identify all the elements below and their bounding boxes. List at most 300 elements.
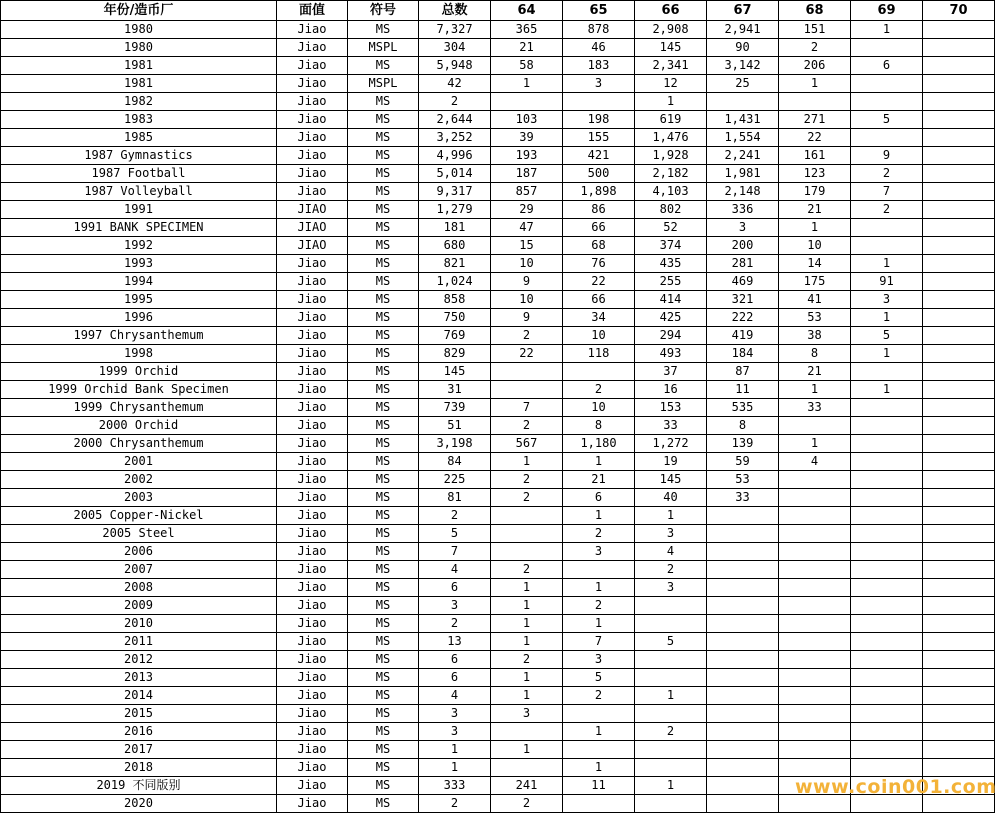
table-row — [1, 471, 995, 489]
table-cell — [923, 633, 995, 651]
table-cell: 1 — [491, 453, 563, 471]
table-cell: 179 — [779, 183, 851, 201]
table-cell: 33 — [635, 417, 707, 435]
table-cell — [779, 471, 851, 489]
table-cell: 1999 Orchid — [1, 363, 277, 381]
table-cell: 10 — [491, 255, 563, 273]
table-cell — [851, 543, 923, 561]
table-cell: 2005 Copper-Nickel — [1, 507, 277, 525]
table-cell: 2019 不同版别 — [1, 777, 277, 795]
table-cell — [923, 273, 995, 291]
column-header: 70 — [923, 1, 995, 21]
table-cell: 58 — [491, 57, 563, 75]
table-cell: 2,908 — [635, 21, 707, 39]
table-cell: 31 — [419, 381, 491, 399]
table-cell: 5 — [851, 327, 923, 345]
table-cell — [851, 741, 923, 759]
table-cell: 271 — [779, 111, 851, 129]
table-row — [1, 147, 995, 165]
table-cell: 16 — [635, 381, 707, 399]
table-cell: MS — [348, 165, 419, 183]
table-cell: 25 — [707, 75, 779, 93]
table-row — [1, 705, 995, 723]
table-cell: 161 — [779, 147, 851, 165]
table-cell: 123 — [779, 165, 851, 183]
table-cell: 2007 — [1, 561, 277, 579]
table-cell: 241 — [491, 777, 563, 795]
table-cell: 435 — [635, 255, 707, 273]
table-cell: 1980 — [1, 21, 277, 39]
table-cell — [707, 723, 779, 741]
table-cell: 414 — [635, 291, 707, 309]
column-header: 面值 — [277, 1, 348, 21]
table-cell — [635, 597, 707, 615]
table-cell — [851, 129, 923, 147]
table-cell: Jiao — [277, 255, 348, 273]
table-cell — [923, 381, 995, 399]
table-cell: 33 — [707, 489, 779, 507]
table-cell: 1980 — [1, 39, 277, 57]
table-cell: 1,272 — [635, 435, 707, 453]
table-cell: 37 — [635, 363, 707, 381]
table-cell — [923, 471, 995, 489]
table-row — [1, 75, 995, 93]
table-cell — [923, 399, 995, 417]
table-cell: 2020 — [1, 795, 277, 813]
table-cell: 1999 Chrysanthemum — [1, 399, 277, 417]
table-cell: 2001 — [1, 453, 277, 471]
table-cell: 1993 — [1, 255, 277, 273]
table-cell — [635, 669, 707, 687]
table-cell: MS — [348, 309, 419, 327]
table-cell: 53 — [779, 309, 851, 327]
table-cell: 1999 Orchid Bank Specimen — [1, 381, 277, 399]
table-cell: Jiao — [277, 651, 348, 669]
table-cell: 535 — [707, 399, 779, 417]
table-body — [1, 21, 995, 813]
table-cell — [779, 489, 851, 507]
table-cell: Jiao — [277, 489, 348, 507]
table-cell — [707, 597, 779, 615]
table-cell: 1,431 — [707, 111, 779, 129]
table-cell: 4 — [419, 561, 491, 579]
table-cell: 1981 — [1, 57, 277, 75]
table-cell: Jiao — [277, 777, 348, 795]
table-cell — [707, 633, 779, 651]
table-cell: 84 — [419, 453, 491, 471]
table-cell — [563, 363, 635, 381]
table-cell: 4 — [419, 687, 491, 705]
table-row — [1, 669, 995, 687]
table-cell — [707, 507, 779, 525]
table-cell: 1997 Chrysanthemum — [1, 327, 277, 345]
table-cell: 1 — [635, 507, 707, 525]
table-cell: 103 — [491, 111, 563, 129]
table-cell: 155 — [563, 129, 635, 147]
table-cell: MS — [348, 507, 419, 525]
table-cell — [707, 93, 779, 111]
table-cell: MS — [348, 633, 419, 651]
table-cell: 184 — [707, 345, 779, 363]
table-cell: 2,148 — [707, 183, 779, 201]
table-row — [1, 57, 995, 75]
table-cell: 81 — [419, 489, 491, 507]
table-cell: 1991 — [1, 201, 277, 219]
table-cell: 3,198 — [419, 435, 491, 453]
table-cell: 5 — [563, 669, 635, 687]
table-cell: 1 — [491, 615, 563, 633]
table-cell: 22 — [779, 129, 851, 147]
table-row — [1, 255, 995, 273]
table-cell: 2 — [491, 489, 563, 507]
table-cell — [923, 561, 995, 579]
table-cell: Jiao — [277, 615, 348, 633]
header-row — [1, 1, 995, 21]
table-cell: 6 — [563, 489, 635, 507]
table-cell — [635, 759, 707, 777]
table-cell: 2 — [779, 39, 851, 57]
table-cell — [923, 687, 995, 705]
table-cell: 87 — [707, 363, 779, 381]
table-cell: 2011 — [1, 633, 277, 651]
table-cell: 7,327 — [419, 21, 491, 39]
table-cell — [851, 399, 923, 417]
table-cell: 183 — [563, 57, 635, 75]
table-cell: 3 — [851, 291, 923, 309]
table-cell: 90 — [707, 39, 779, 57]
table-row — [1, 435, 995, 453]
table-cell — [923, 435, 995, 453]
table-cell: 1982 — [1, 93, 277, 111]
table-cell — [779, 507, 851, 525]
table-row — [1, 561, 995, 579]
table-cell: 1,981 — [707, 165, 779, 183]
table-cell: 1,279 — [419, 201, 491, 219]
table-cell — [923, 93, 995, 111]
table-cell — [779, 615, 851, 633]
table-cell: Jiao — [277, 273, 348, 291]
table-cell: 2,644 — [419, 111, 491, 129]
table-cell: 91 — [851, 273, 923, 291]
table-cell: MS — [348, 525, 419, 543]
table-cell — [923, 363, 995, 381]
table-cell: 2014 — [1, 687, 277, 705]
table-cell: 1 — [563, 723, 635, 741]
table-cell: 1 — [779, 381, 851, 399]
table-cell: 1998 — [1, 345, 277, 363]
table-cell: Jiao — [277, 417, 348, 435]
table-cell: 3 — [419, 723, 491, 741]
table-cell — [707, 669, 779, 687]
table-cell — [923, 597, 995, 615]
table-cell: 8 — [779, 345, 851, 363]
table-cell: 5,948 — [419, 57, 491, 75]
table-cell: 2,341 — [635, 57, 707, 75]
table-cell — [851, 219, 923, 237]
table-cell — [923, 525, 995, 543]
table-cell: 86 — [563, 201, 635, 219]
table-cell: 2018 — [1, 759, 277, 777]
table-cell: 829 — [419, 345, 491, 363]
table-cell: MS — [348, 363, 419, 381]
table-cell: 6 — [851, 57, 923, 75]
table-cell: 10 — [491, 291, 563, 309]
table-cell — [923, 111, 995, 129]
table-cell: 2002 — [1, 471, 277, 489]
table-cell — [851, 93, 923, 111]
table-cell: Jiao — [277, 75, 348, 93]
table-cell: Jiao — [277, 633, 348, 651]
table-cell — [707, 525, 779, 543]
table-cell — [707, 543, 779, 561]
table-cell — [851, 489, 923, 507]
table-cell: 2,241 — [707, 147, 779, 165]
table-cell: 3 — [707, 219, 779, 237]
table-cell — [779, 741, 851, 759]
table-cell: MS — [348, 273, 419, 291]
table-cell — [851, 615, 923, 633]
table-cell — [707, 615, 779, 633]
table-cell: 1983 — [1, 111, 277, 129]
table-cell: 15 — [491, 237, 563, 255]
table-cell: JIAO — [277, 201, 348, 219]
table-cell: Jiao — [277, 471, 348, 489]
table-cell: 374 — [635, 237, 707, 255]
table-cell: 878 — [563, 21, 635, 39]
table-cell: 2 — [563, 525, 635, 543]
table-cell — [851, 579, 923, 597]
table-cell — [851, 687, 923, 705]
table-row — [1, 381, 995, 399]
table-cell: 42 — [419, 75, 491, 93]
table-cell: MS — [348, 237, 419, 255]
table-cell: 1 — [491, 669, 563, 687]
table-cell: 493 — [635, 345, 707, 363]
table-cell: MS — [348, 489, 419, 507]
table-cell: MS — [348, 669, 419, 687]
table-cell: 9 — [851, 147, 923, 165]
table-cell — [923, 183, 995, 201]
table-cell: 175 — [779, 273, 851, 291]
table-cell — [635, 741, 707, 759]
table-cell: 2008 — [1, 579, 277, 597]
table-cell: 21 — [491, 39, 563, 57]
column-header: 65 — [563, 1, 635, 21]
table-cell: 2006 — [1, 543, 277, 561]
table-cell — [707, 759, 779, 777]
table-cell: 34 — [563, 309, 635, 327]
table-cell — [923, 759, 995, 777]
table-cell: 255 — [635, 273, 707, 291]
table-cell: Jiao — [277, 345, 348, 363]
table-cell: 2013 — [1, 669, 277, 687]
table-cell: 336 — [707, 201, 779, 219]
column-header: 69 — [851, 1, 923, 21]
table-cell: 1 — [851, 345, 923, 363]
table-cell — [851, 669, 923, 687]
table-cell: MS — [348, 255, 419, 273]
table-cell: 739 — [419, 399, 491, 417]
table-cell — [923, 453, 995, 471]
table-cell: 206 — [779, 57, 851, 75]
table-cell: 38 — [779, 327, 851, 345]
table-cell: 8 — [563, 417, 635, 435]
table-cell: 3 — [419, 597, 491, 615]
table-row — [1, 651, 995, 669]
column-header: 总数 — [419, 1, 491, 21]
table-cell: 1 — [491, 741, 563, 759]
table-cell — [491, 93, 563, 111]
table-cell: 10 — [563, 327, 635, 345]
table-row — [1, 273, 995, 291]
table-cell: 1 — [491, 687, 563, 705]
table-cell: 2 — [635, 723, 707, 741]
table-cell: 1992 — [1, 237, 277, 255]
table-cell: MS — [348, 147, 419, 165]
table-row — [1, 363, 995, 381]
table-row — [1, 111, 995, 129]
table-cell — [923, 309, 995, 327]
table-cell — [779, 597, 851, 615]
table-cell: MS — [348, 21, 419, 39]
table-cell: 469 — [707, 273, 779, 291]
table-cell: 3 — [491, 705, 563, 723]
table-cell: 9 — [491, 309, 563, 327]
table-cell — [635, 615, 707, 633]
table-cell: 2 — [491, 795, 563, 813]
table-cell — [707, 777, 779, 795]
table-cell: 118 — [563, 345, 635, 363]
table-cell: 750 — [419, 309, 491, 327]
table-cell: MS — [348, 93, 419, 111]
table-cell: 200 — [707, 237, 779, 255]
table-cell — [707, 687, 779, 705]
table-row — [1, 579, 995, 597]
table-cell: 2000 Orchid — [1, 417, 277, 435]
table-cell: 2009 — [1, 597, 277, 615]
table-cell: 2 — [419, 93, 491, 111]
table-cell: MS — [348, 471, 419, 489]
table-cell: Jiao — [277, 129, 348, 147]
table-cell: MS — [348, 453, 419, 471]
column-header: 67 — [707, 1, 779, 21]
table-cell: 2016 — [1, 723, 277, 741]
table-cell: 3 — [635, 525, 707, 543]
table-cell: JIAO — [277, 237, 348, 255]
table-cell — [923, 507, 995, 525]
table-cell: 1 — [779, 219, 851, 237]
table-cell: 1991 BANK SPECIMEN — [1, 219, 277, 237]
table-cell: 821 — [419, 255, 491, 273]
table-cell: 1 — [851, 309, 923, 327]
table-cell: Jiao — [277, 687, 348, 705]
table-cell: 2 — [491, 561, 563, 579]
table-cell: 2 — [419, 507, 491, 525]
table-cell — [779, 543, 851, 561]
table-cell — [707, 795, 779, 813]
table-cell: 1987 Volleyball — [1, 183, 277, 201]
table-cell: MS — [348, 795, 419, 813]
table-cell: 11 — [563, 777, 635, 795]
table-cell: Jiao — [277, 381, 348, 399]
table-cell: 1985 — [1, 129, 277, 147]
table-cell: 7 — [851, 183, 923, 201]
table-cell: 2 — [491, 417, 563, 435]
table-cell — [923, 201, 995, 219]
table-row — [1, 543, 995, 561]
table-cell: 198 — [563, 111, 635, 129]
table-cell: MS — [348, 723, 419, 741]
table-cell: Jiao — [277, 435, 348, 453]
table-cell: 425 — [635, 309, 707, 327]
table-cell: 46 — [563, 39, 635, 57]
table-cell — [779, 93, 851, 111]
table-cell: MS — [348, 417, 419, 435]
table-cell — [707, 561, 779, 579]
table-cell: 1994 — [1, 273, 277, 291]
table-cell: 2 — [563, 597, 635, 615]
table-cell: 304 — [419, 39, 491, 57]
table-cell: 68 — [563, 237, 635, 255]
table-cell: 2000 Chrysanthemum — [1, 435, 277, 453]
table-cell: MS — [348, 615, 419, 633]
table-cell: 1987 Football — [1, 165, 277, 183]
table-row — [1, 723, 995, 741]
table-row — [1, 21, 995, 39]
table-cell — [923, 39, 995, 57]
table-cell: 13 — [419, 633, 491, 651]
table-cell: 145 — [635, 471, 707, 489]
table-cell: 41 — [779, 291, 851, 309]
table-cell — [779, 525, 851, 543]
table-cell — [923, 651, 995, 669]
table-cell — [923, 255, 995, 273]
table-cell — [779, 561, 851, 579]
table-row — [1, 219, 995, 237]
table-cell: MS — [348, 687, 419, 705]
table-cell: MS — [348, 579, 419, 597]
table-cell: 33 — [779, 399, 851, 417]
table-cell: 680 — [419, 237, 491, 255]
table-cell: MSPL — [348, 39, 419, 57]
table-cell: 47 — [491, 219, 563, 237]
table-cell — [851, 417, 923, 435]
table-cell — [851, 633, 923, 651]
table-cell — [851, 237, 923, 255]
table-cell: 151 — [779, 21, 851, 39]
table-cell: 22 — [491, 345, 563, 363]
table-cell: 4,996 — [419, 147, 491, 165]
table-cell: Jiao — [277, 93, 348, 111]
table-cell: 3 — [635, 579, 707, 597]
table-cell: 22 — [563, 273, 635, 291]
table-cell: 2010 — [1, 615, 277, 633]
table-cell — [851, 651, 923, 669]
table-cell — [707, 741, 779, 759]
table-cell: 1,476 — [635, 129, 707, 147]
table-cell — [491, 543, 563, 561]
table-cell: 14 — [779, 255, 851, 273]
table-cell: 365 — [491, 21, 563, 39]
table-cell: 2 — [635, 561, 707, 579]
table-cell: Jiao — [277, 39, 348, 57]
table-cell — [851, 759, 923, 777]
table-cell — [491, 363, 563, 381]
table-cell: Jiao — [277, 399, 348, 417]
table-cell: 5 — [635, 633, 707, 651]
table-cell — [923, 489, 995, 507]
table-cell: 4,103 — [635, 183, 707, 201]
